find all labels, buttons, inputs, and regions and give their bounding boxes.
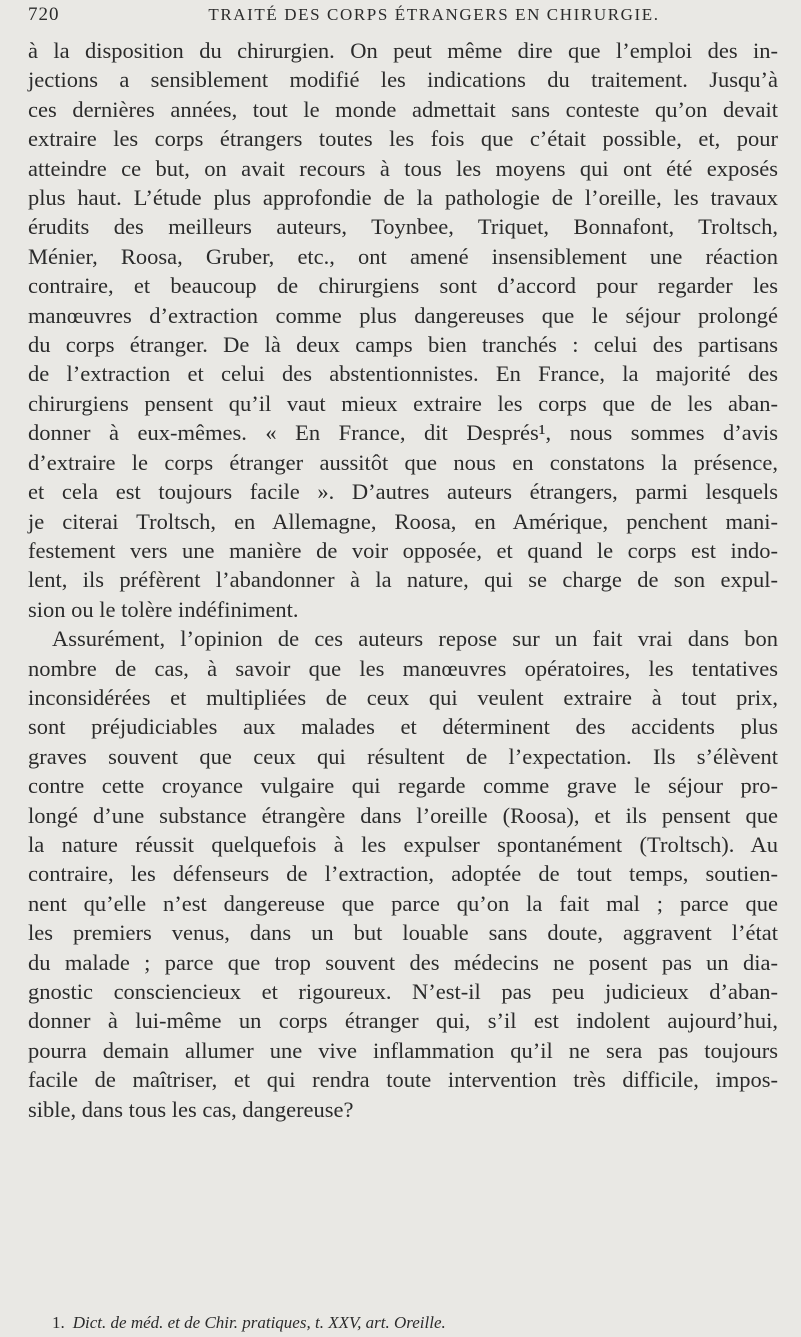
text-line: la nature réussit quelquefois à les expulser spontanément (Troltsch). Au [28,831,778,857]
text-line: sont préjudiciables aux malades et déterminent des accidents plus [28,714,778,740]
text-line: contraire, les défenseurs de l’extraction, adoptée de tout temps, soutien- [28,861,778,887]
text-line: nent qu’elle n’est dangereuse que parce qu’on la fait mal ; parce que [28,890,778,916]
footnote [52,1313,772,1333]
text-line: pourra demain allumer une vive inflammation qu’il ne sera pas toujours [28,1037,778,1063]
text-line: à la disposition du chirurgien. On peut même dire que l’emploi des in- [28,38,778,63]
text-line: inconsidérées et multipliées de ceux qui veulent extraire à tout prix, [28,684,778,710]
text-line: plus haut. L’étude plus approfondie de la pathologie de l’oreille, les travaux [28,185,778,211]
text-line: donner à eux-mêmes. « En France, dit Després¹, nous sommes d’avis [28,420,778,446]
text-line: et cela est toujours facile ». D’autres auteurs étrangers, parmi lesquels [28,479,778,505]
text-line: d’extraire le corps étranger aussitôt que nous en constatons la présence, [28,449,778,475]
footnote-number: 1. [52,1313,65,1332]
text-line: manœuvres d’extraction comme plus dangereuses que le séjour prolongé [28,302,778,328]
running-title: TRAITÉ DES CORPS ÉTRANGERS EN CHIRURGIE. [208,5,660,24]
body-text [28,36,778,1124]
page-number: 720 [28,4,60,25]
text-line: ces dernières années, tout le monde admettait sans conteste qu’on devait [28,96,778,122]
text-line: longé d’une substance étrangère dans l’oreille (Roosa), et ils pensent que [28,802,778,828]
text-line: graves souvent que ceux qui résultent de l’expectation. Ils s’élèvent [28,743,778,769]
text-line: du corps étranger. De là deux camps bien tranchés : celui des partisans [28,332,778,358]
text-line: chirurgiens pensent qu’il vaut mieux extraire les corps que de les aban- [28,390,778,416]
text-line: sible, dans tous les cas, dangereuse? [28,1096,354,1122]
text-line: contraire, et beaucoup de chirurgiens sont d’accord pour regarder les [28,273,778,299]
text-line: facile de maîtriser, et qui rendra toute intervention très difficile, impos- [28,1067,778,1093]
running-head [28,4,780,30]
text-line: donner à lui-même un corps étranger qui, s’il est indolent aujourd’hui, [28,1008,778,1034]
footnote-text: Dict. de méd. et de Chir. pratiques, t. XXV, art. Oreille. [72,1313,446,1332]
text-line: gnostic consciencieux et rigoureux. N’est-il pas peu judicieux d’aban- [28,979,778,1004]
text-line: de l’extraction et celui des abstentionnistes. En France, la majorité des [28,361,778,387]
text-line: lent, ils préfèrent l’abandonner à la nature, qui se charge de son expul- [28,567,778,593]
text-line: contre cette croyance vulgaire qui regarde comme grave le séjour pro- [28,773,778,799]
text-line: érudits des meilleurs auteurs, Toynbee, Triquet, Bonnafont, Troltsch, [28,214,778,240]
text-line: atteindre ce but, on avait recours à tous les moyens qui ont été exposés [28,155,778,181]
text-line: du malade ; parce que trop souvent des médecins ne posent pas un dia- [28,949,778,975]
text-line: festement vers une manière de voir opposée, et quand le corps est indo- [28,537,778,563]
text-line: nombre de cas, à savoir que les manœuvres opératoires, les tentatives [28,655,778,681]
text-line: Assurément, l’opinion de ces auteurs repose sur un fait vrai dans bon [52,626,778,652]
text-line: Ménier, Roosa, Gruber, etc., ont amené insensiblement une réaction [28,243,778,269]
text-line: je citerai Troltsch, en Allemagne, Roosa, en Amérique, penchent mani- [28,508,778,534]
text-line: les premiers venus, dans un but louable sans doute, aggravent l’état [28,920,778,946]
text-line: sion ou le tolère indéfiniment. [28,596,299,622]
text-line: extraire les corps étrangers toutes les fois que c’était possible, et, pour [28,126,778,152]
text-line: jections a sensiblement modifié les indications du traitement. Jusqu’à [28,67,778,93]
